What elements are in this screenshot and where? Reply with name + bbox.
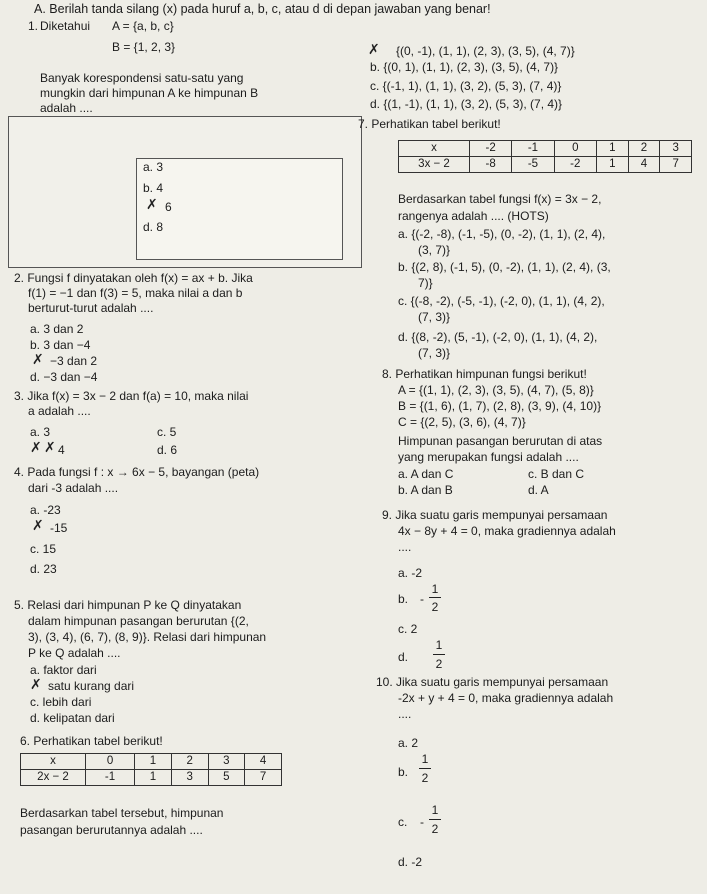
q10-option-b[interactable]: b. xyxy=(398,765,409,779)
q6-option-a[interactable]: {(0, -1), (1, 1), (2, 3), (3, 5), (4, 7)} xyxy=(396,44,575,58)
q8-line2: Himpunan pasangan berurutan di atas xyxy=(398,434,603,448)
q6-line1: 6. Perhatikan tabel berikut! xyxy=(20,734,163,748)
q8-set-a: A = {(1, 1), (2, 3), (3, 5), (4, 7), (5, 8)} xyxy=(398,383,594,397)
fraction-bar xyxy=(429,597,441,598)
table-cell: x xyxy=(399,141,470,157)
q2-option-d[interactable]: d. −3 dan −4 xyxy=(30,370,98,384)
q9-option-a[interactable]: a. -2 xyxy=(398,566,423,580)
q9-option-c[interactable]: c. 2 xyxy=(398,622,418,636)
q9-option-d[interactable]: d. xyxy=(398,650,409,664)
table-cell: 2 xyxy=(171,754,208,770)
table-cell: x xyxy=(21,754,86,770)
table-row xyxy=(21,754,282,770)
q2-line1: 2. Fungsi f dinyatakan oleh f(x) = ax + b. Jika xyxy=(14,271,253,285)
q7-option-c[interactable]: c. {(-8, -2), (-5, -1), (-2, 0), (1, 1), (4, 2), xyxy=(398,294,605,308)
fraction-denominator: 2 xyxy=(435,657,443,671)
fraction-numerator: 1 xyxy=(431,582,439,596)
fraction-bar xyxy=(433,654,445,655)
q5-line3: 3), (3, 4), (6, 7), (8, 9)}. Relasi dari himpunan xyxy=(28,630,267,644)
table-row xyxy=(399,141,692,157)
q1-question-line3: adalah .... xyxy=(40,101,93,115)
q9-line3: .... xyxy=(398,540,412,554)
q2-line2: f(1) = −1 dan f(3) = 5, maka nilai a dan b xyxy=(28,286,243,300)
q9-option-b[interactable]: b. xyxy=(398,592,409,606)
q1-question-line2: mungkin dari himpunan A ke himpunan B xyxy=(40,86,259,100)
table-cell: 3 xyxy=(171,770,208,786)
q7-option-b-cont: 7)} xyxy=(418,276,433,290)
q8-option-c[interactable]: c. B dan C xyxy=(528,467,585,481)
cross-mark-icon: ✗ xyxy=(146,196,158,212)
q7-option-d[interactable]: d. {(8, -2), (5, -1), (-2, 0), (1, 1), (4, 2), xyxy=(398,330,598,344)
q1-question-line1: Banyak korespondensi satu-satu yang xyxy=(40,71,244,85)
q1-option-c[interactable]: 6 xyxy=(165,200,172,214)
q1-option-a[interactable]: a. 3 xyxy=(143,160,164,174)
cross-mark-icon: ✗ xyxy=(32,517,44,533)
q7-option-d-cont: (7, 3)} xyxy=(418,346,451,360)
table-cell: 4 xyxy=(245,754,282,770)
q3-option-d[interactable]: d. 6 xyxy=(157,443,178,457)
q3-line2: a adalah .... xyxy=(28,404,91,418)
q8-set-c: C = {(2, 5), (3, 6), (4, 7)} xyxy=(398,415,526,429)
table-cell: 2x − 2 xyxy=(21,770,86,786)
table-cell: 3 xyxy=(208,754,245,770)
table-cell: -1 xyxy=(86,770,135,786)
q6-option-d[interactable]: d. {(1, -1), (1, 1), (3, 2), (5, 3), (7, 4)} xyxy=(370,97,563,111)
table-cell: 7 xyxy=(245,770,282,786)
q10-line3: .... xyxy=(398,707,412,721)
fraction-numerator: 1 xyxy=(435,638,443,652)
table-cell: 2 xyxy=(628,141,660,157)
q4-option-a[interactable]: a. -23 xyxy=(30,503,61,517)
q8-line3: yang merupakan fungsi adalah .... xyxy=(398,450,579,464)
q8-set-b: B = {(1, 6), (1, 7), (2, 8), (3, 9), (4, 10)} xyxy=(398,399,602,413)
q4-line1: 4. Pada fungsi f : x → 6x − 5, bayangan (peta) xyxy=(14,465,260,479)
q4-option-d[interactable]: d. 23 xyxy=(30,562,57,576)
fraction-denominator: 2 xyxy=(431,822,439,836)
q1-number: 1. xyxy=(28,19,39,33)
table-row xyxy=(21,770,282,786)
table-cell: 0 xyxy=(86,754,135,770)
minus-sign: - xyxy=(420,815,424,829)
fraction-numerator: 1 xyxy=(421,752,429,766)
q3-option-c[interactable]: c. 5 xyxy=(157,425,177,439)
q3-line1: 3. Jika f(x) = 3x − 2 dan f(a) = 10, maka nilai xyxy=(14,389,249,403)
fraction-denominator: 2 xyxy=(431,600,439,614)
q1-set-b: B = {1, 2, 3} xyxy=(112,40,176,54)
table-cell: 1 xyxy=(135,770,172,786)
q5-option-d[interactable]: d. kelipatan dari xyxy=(30,711,115,725)
q1-stem: Diketahui xyxy=(40,19,91,33)
q7-option-a-cont: (3, 7)} xyxy=(418,243,451,257)
table-cell: 1 xyxy=(596,157,628,173)
minus-sign: - xyxy=(420,592,424,606)
table-cell: -8 xyxy=(470,157,512,173)
q5-option-b[interactable]: satu kurang dari xyxy=(48,679,135,693)
table-cell: 7 xyxy=(660,157,692,173)
q4-line2: dari -3 adalah .... xyxy=(28,481,119,495)
q7-line1: 7. Perhatikan tabel berikut! xyxy=(358,117,501,131)
q10-line1: 10. Jika suatu garis mempunyai persamaan xyxy=(376,675,609,689)
q6-line2: Berdasarkan tabel tersebut, himpunan xyxy=(20,806,224,820)
q7-line2: Berdasarkan tabel fungsi f(x) = 3x − 2, xyxy=(398,192,602,206)
q2-option-b[interactable]: b. 3 dan −4 xyxy=(30,338,91,352)
fraction-bar xyxy=(429,819,441,820)
q7-option-c-cont: (7, 3)} xyxy=(418,310,451,324)
q6-table xyxy=(20,753,282,786)
q10-option-d[interactable]: d. -2 xyxy=(398,855,423,869)
q10-option-a[interactable]: a. 2 xyxy=(398,736,419,750)
q5-option-a[interactable]: a. faktor dari xyxy=(30,663,97,677)
q9-line2: 4x − 8y + 4 = 0, maka gradiennya adalah xyxy=(398,524,616,538)
fraction-denominator: 2 xyxy=(421,771,429,785)
table-cell: 4 xyxy=(628,157,660,173)
q4-option-c[interactable]: c. 15 xyxy=(30,542,57,556)
q3-option-b[interactable]: 4 xyxy=(58,443,65,457)
table-cell: -2 xyxy=(470,141,512,157)
fraction-bar xyxy=(419,768,431,769)
table-cell: -5 xyxy=(512,157,554,173)
q6-option-c[interactable]: c. {(-1, 1), (1, 1), (3, 2), (5, 3), (7, 4)} xyxy=(370,79,562,93)
cross-mark-icon: ✗ xyxy=(32,351,44,367)
q6-option-b[interactable]: b. {(0, 1), (1, 1), (2, 3), (3, 5), (4, 7)} xyxy=(370,60,559,74)
table-cell: -2 xyxy=(554,157,596,173)
q8-option-b[interactable]: b. A dan B xyxy=(398,483,453,497)
q5-line1: 5. Relasi dari himpunan P ke Q dinyatakan xyxy=(14,598,242,612)
q10-line2: -2x + y + 4 = 0, maka gradiennya adalah xyxy=(398,691,614,705)
section-header: A. Berilah tanda silang (x) pada huruf a, b, c, atau d di depan jawaban yang benar! xyxy=(34,2,491,16)
q7-table xyxy=(398,140,692,173)
q1-option-d[interactable]: d. 8 xyxy=(143,220,164,234)
q2-option-c[interactable]: −3 dan 2 xyxy=(50,354,98,368)
cross-mark-icon: ✗ xyxy=(30,676,42,692)
q8-option-a[interactable]: a. A dan C xyxy=(398,467,454,481)
table-row xyxy=(399,157,692,173)
q8-option-d[interactable]: d. A xyxy=(528,483,549,497)
table-cell: 1 xyxy=(135,754,172,770)
table-cell: 3x − 2 xyxy=(399,157,470,173)
cross-mark-icon: ✗ xyxy=(44,439,56,455)
q6-line3: pasangan berurutannya adalah .... xyxy=(20,823,203,837)
cross-mark-icon: ✗ xyxy=(368,41,380,57)
cross-mark-icon: ✗ xyxy=(30,439,42,455)
table-cell: 3 xyxy=(660,141,692,157)
q7-line3: rangenya adalah .... (HOTS) xyxy=(398,209,549,223)
table-cell: 1 xyxy=(596,141,628,157)
q7-option-b[interactable]: b. {(2, 8), (-1, 5), (0, -2), (1, 1), (2, 4), (3, xyxy=(398,260,611,274)
q2-line3: berturut-turut adalah .... xyxy=(28,301,154,315)
q5-option-c[interactable]: c. lebih dari xyxy=(30,695,92,709)
q5-line4: P ke Q adalah .... xyxy=(28,646,121,660)
q10-option-c[interactable]: c. xyxy=(398,815,408,829)
q4-option-b[interactable]: -15 xyxy=(50,521,68,535)
q8-line1: 8. Perhatikan himpunan fungsi berikut! xyxy=(382,367,587,381)
table-cell: 0 xyxy=(554,141,596,157)
table-cell: -1 xyxy=(512,141,554,157)
q3-option-a[interactable]: a. 3 xyxy=(30,425,51,439)
q9-line1: 9. Jika suatu garis mempunyai persamaan xyxy=(382,508,608,522)
fraction-numerator: 1 xyxy=(431,803,439,817)
q7-option-a[interactable]: a. {(-2, -8), (-1, -5), (0, -2), (1, 1), (2, 4), xyxy=(398,227,606,241)
q5-line2: dalam himpunan pasangan berurutan {(2, xyxy=(28,614,249,628)
q1-set-a: A = {a, b, c} xyxy=(112,19,174,33)
q2-option-a[interactable]: a. 3 dan 2 xyxy=(30,322,84,336)
table-cell: 5 xyxy=(208,770,245,786)
q1-option-b[interactable]: b. 4 xyxy=(143,181,164,195)
